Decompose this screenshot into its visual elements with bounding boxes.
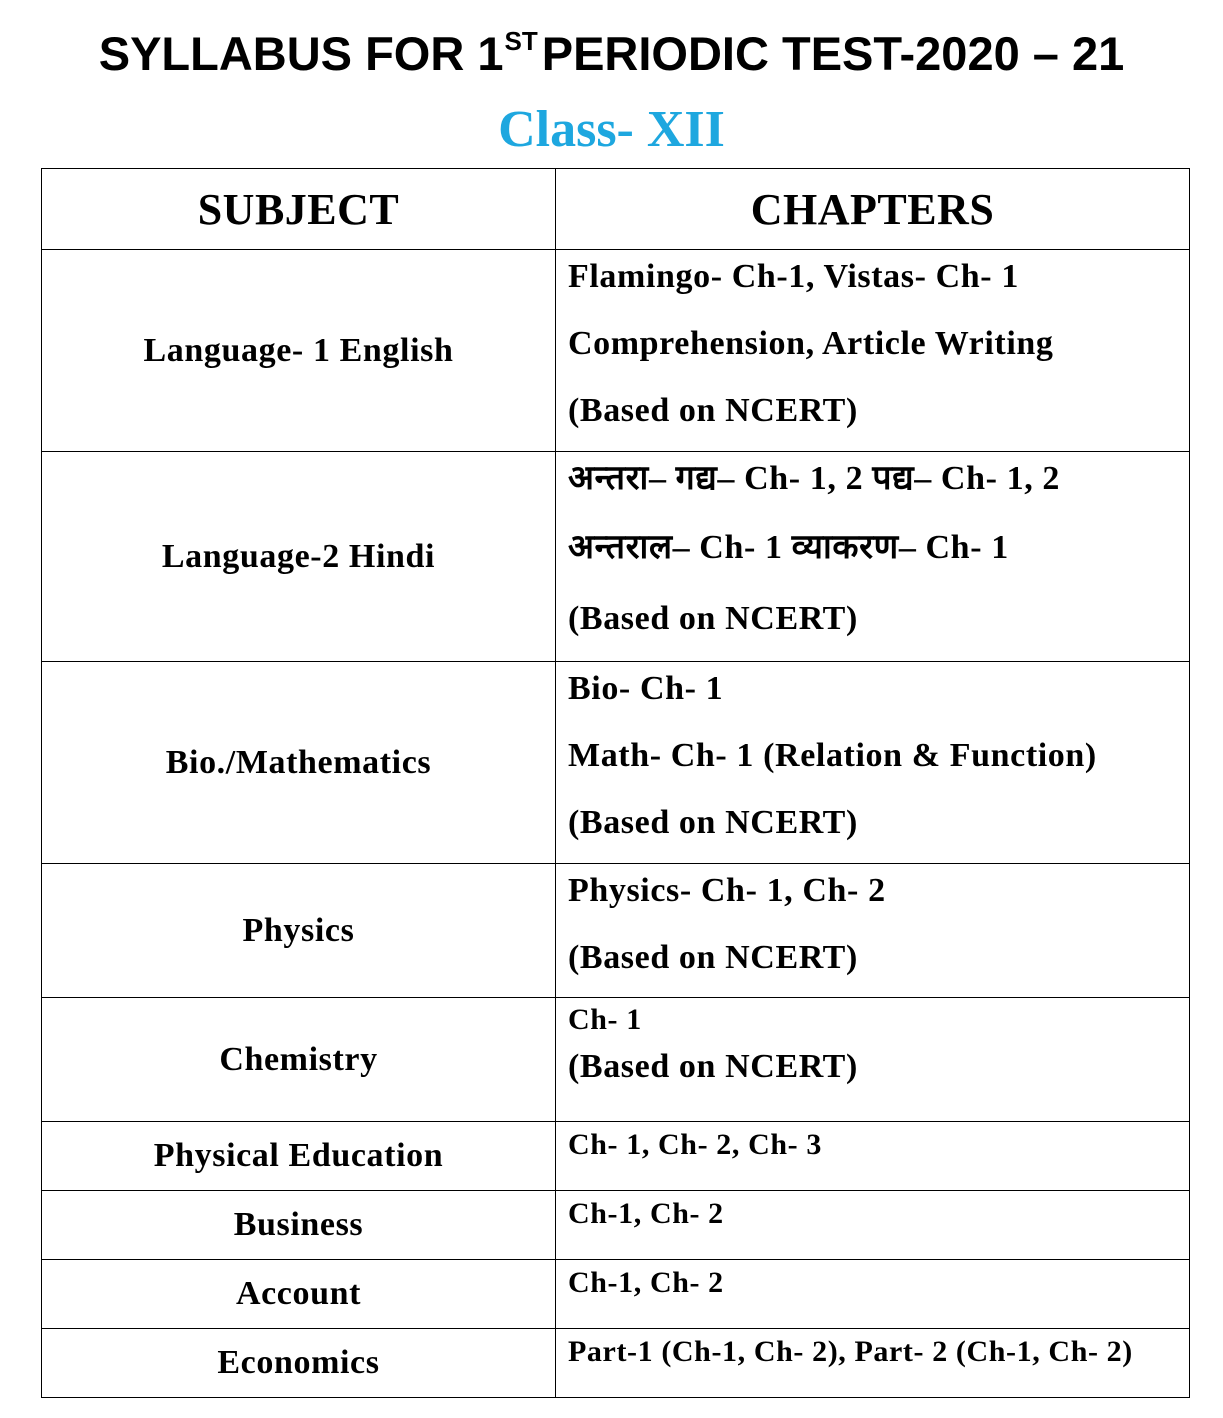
syllabus-table	[41, 168, 1190, 1398]
chapter-line: Ch- 1, Ch- 2, Ch- 3	[568, 1128, 822, 1161]
chapter-line: Ch-1, Ch- 2	[568, 1197, 724, 1230]
chapter-line: Math- Ch- 1 (Relation & Function)	[568, 737, 1097, 774]
chapters-cell	[556, 250, 1190, 452]
page-title	[0, 22, 1223, 93]
subject-cell: Physical Education	[42, 1122, 556, 1191]
chapters-cell	[556, 1260, 1190, 1329]
subject-cell: Business	[42, 1191, 556, 1260]
chapter-line: Flamingo- Ch-1, Vistas- Ch- 1	[568, 258, 1019, 295]
table-row	[42, 1260, 1190, 1329]
chapter-line: Ch-1, Ch- 2	[568, 1266, 724, 1299]
header-chapters: CHAPTERS	[556, 169, 1190, 250]
chapters-cell	[556, 452, 1190, 662]
table-row	[42, 662, 1190, 864]
subject-cell: Bio./Mathematics	[42, 662, 556, 864]
chapter-line: (Based on NCERT)	[568, 1048, 858, 1085]
table-row	[42, 998, 1190, 1122]
table-row	[42, 1191, 1190, 1260]
class-subtitle: Class- XII	[498, 101, 725, 158]
title-superscript: ST	[504, 26, 538, 56]
chapter-line: Comprehension, Article Writing	[568, 325, 1054, 362]
subject-cell: Physics	[42, 864, 556, 998]
subject-cell: Language-2 Hindi	[42, 452, 556, 662]
chapter-line: अन्तराल– Ch- 1 व्याकरण– Ch- 1	[568, 529, 1009, 566]
chapter-line: (Based on NCERT)	[568, 804, 858, 841]
chapters-cell	[556, 1191, 1190, 1260]
subject-cell: Economics	[42, 1329, 556, 1398]
subject-cell: Language- 1 English	[42, 250, 556, 452]
table-row	[42, 250, 1190, 452]
table-row	[42, 1329, 1190, 1398]
chapter-line: (Based on NCERT)	[568, 392, 858, 429]
header-subject: SUBJECT	[42, 169, 556, 250]
title-prefix: SYLLABUS FOR 1	[98, 27, 504, 80]
chapters-cell	[556, 1329, 1190, 1398]
subject-cell: Account	[42, 1260, 556, 1329]
chapters-cell	[556, 1122, 1190, 1191]
table-row	[42, 452, 1190, 662]
chapter-line: Part-1 (Ch-1, Ch- 2), Part- 2 (Ch-1, Ch- 2)	[568, 1335, 1133, 1368]
chapter-line: (Based on NCERT)	[568, 939, 858, 976]
chapter-line: अन्तरा– गद्य– Ch- 1, 2 पद्य– Ch- 1, 2	[568, 460, 1061, 497]
chapters-cell	[556, 998, 1190, 1122]
chapter-line: Bio- Ch- 1	[568, 670, 724, 707]
chapter-line: Physics- Ch- 1, Ch- 2	[568, 872, 886, 909]
table-row	[42, 1122, 1190, 1191]
chapter-line: (Based on NCERT)	[568, 600, 858, 637]
chapters-cell	[556, 864, 1190, 998]
title-suffix: PERIODIC TEST-2020 – 21	[541, 27, 1125, 80]
table-header-row	[42, 169, 1190, 250]
chapter-line: Ch- 1	[568, 1003, 642, 1036]
subject-cell: Chemistry	[42, 998, 556, 1122]
chapters-cell	[556, 662, 1190, 864]
table-row	[42, 864, 1190, 998]
